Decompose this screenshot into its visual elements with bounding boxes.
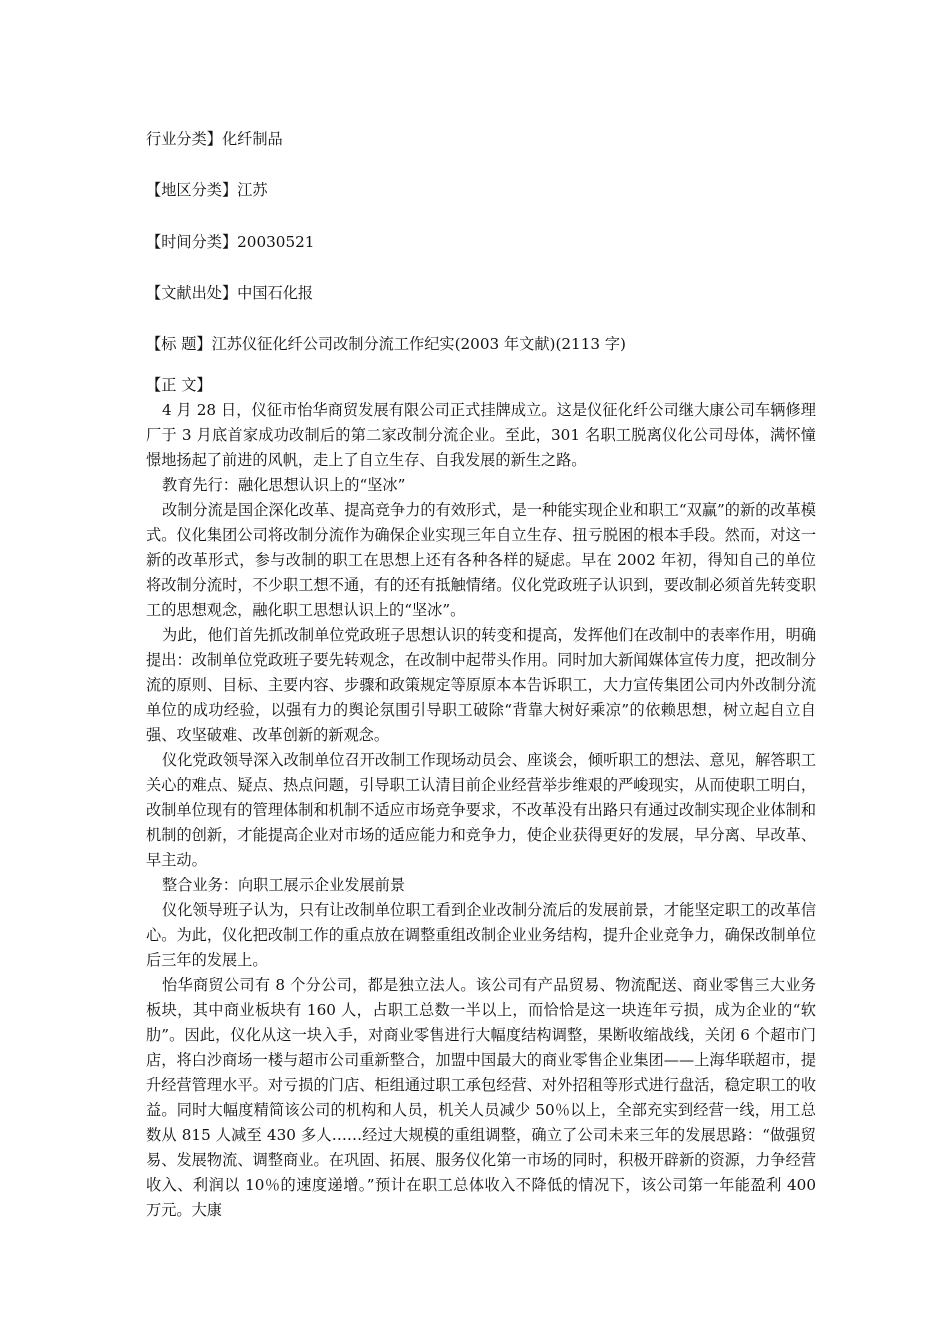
- body-label: 【正 文】: [146, 376, 212, 394]
- paragraph: 怡华商贸公司有 8 个分公司，都是独立法人。该公司有产品贸易、物流配送、商业零售三大业务板块，其中商业板块有 160 人，占职工总数一半以上，而恰恰是这一块连年亏损，成为企业的“软肋”。因此，仪化从这一块入手，对商业零售进行大幅度结构调整，果断收缩战线，关闭 6 个超市门店，将白沙商场一楼与超市公司重新整合，加盟中国最大的商业零售企业集团——上海华联超市，提升经营管理水平。对亏损的门店、柜组通过职工承包经营、对外招租等形式进行盘活，稳定职工的收益。同时大幅度精简该公司的机构和人员，机关人员减少 50％以上，全部充实到经营一线，用工总数从 815 人减至 430 多人……经过大规模的重组调整，确立了公司未来三年的发展思路：“做强贸易、发展物流、调整商业。在巩固、拓展、服务仪化第一市场的同时，积极开辟新的资源，力争经营收入、利润以 10％的速度递增。”预计在职工总体收入不降低的情况下，该公司第一年能盈利 400 万元。大康: [146, 976, 816, 1219]
- industry-category: 行业分类】化纤制品: [146, 130, 283, 148]
- article-body: [146, 373, 816, 1223]
- paragraph: 改制分流是国企深化改革、提高竞争力的有效形式，是一种能实现企业和职工“双赢”的新的改革模式。仪化集团公司将改制分流作为确保企业实现三年自立生存、扭亏脱困的根本手段。然而，对这一新的改革形式，参与改制的职工在思想上还有各种各样的疑虑。早在 2002 年初，得知自己的单位将改制分流时，不少职工想不通，有的还有抵触情绪。仪化党政班子认识到，要改制必须首先转变职工的思想观念，融化职工思想认识上的“坚冰”。: [146, 501, 816, 619]
- section-heading: 整合业务：向职工展示企业发展前景: [162, 876, 405, 894]
- document-source: 【文献出处】中国石化报: [146, 284, 314, 302]
- region-category: 【地区分类】江苏: [146, 181, 268, 199]
- time-category: 【时间分类】20030521: [146, 233, 315, 251]
- paragraph: 4 月 28 日，仪征市怡华商贸发展有限公司正式挂牌成立。这是仪征化纤公司继大康公司车辆修理厂于 3 月底首家成功改制后的第二家改制分流企业。至此，301 名职工脱离仪化公司母体，满怀憧憬地扬起了前进的风帆，走上了自立生存、自我发展的新生之路。: [146, 401, 816, 469]
- article-title: 【标 题】江苏仪征化纤公司改制分流工作纪实(2003 年文献)(2113 字): [146, 335, 626, 353]
- paragraph: 仪化领导班子认为，只有让改制单位职工看到企业改制分流后的发展前景，才能坚定职工的改革信心。为此，仪化把改制工作的重点放在调整重组改制企业业务结构，提升企业竞争力，确保改制单位后三年的发展上。: [146, 901, 816, 969]
- paragraph: 仪化党政领导深入改制单位召开改制工作现场动员会、座谈会，倾听职工的想法、意见，解答职工关心的难点、疑点、热点问题，引导职工认清目前企业经营举步维艰的严峻现实，从而使职工明白，改制单位现有的管理体制和机制不适应市场竞争要求，不改革没有出路只有通过改制实现企业体制和机制的创新，才能提高企业对市场的适应能力和竞争力，使企业获得更好的发展，早分离、早改革、早主动。: [146, 751, 816, 869]
- section-heading: 教育先行：融化思想认识上的“坚冰”: [162, 476, 406, 494]
- paragraph: 为此，他们首先抓改制单位党政班子思想认识的转变和提高，发挥他们在改制中的表率作用，明确提出：改制单位党政班子要先转观念，在改制中起带头作用。同时加大新闻媒体宣传力度，把改制分流的原则、目标、主要内容、步骤和政策规定等原原本本告诉职工，大力宣传集团公司内外改制分流单位的成功经验，以强有力的舆论氛围引导职工破除“背靠大树好乘凉”的依赖思想，树立起自立自强、攻坚破难、改革创新的新观念。: [146, 626, 816, 744]
